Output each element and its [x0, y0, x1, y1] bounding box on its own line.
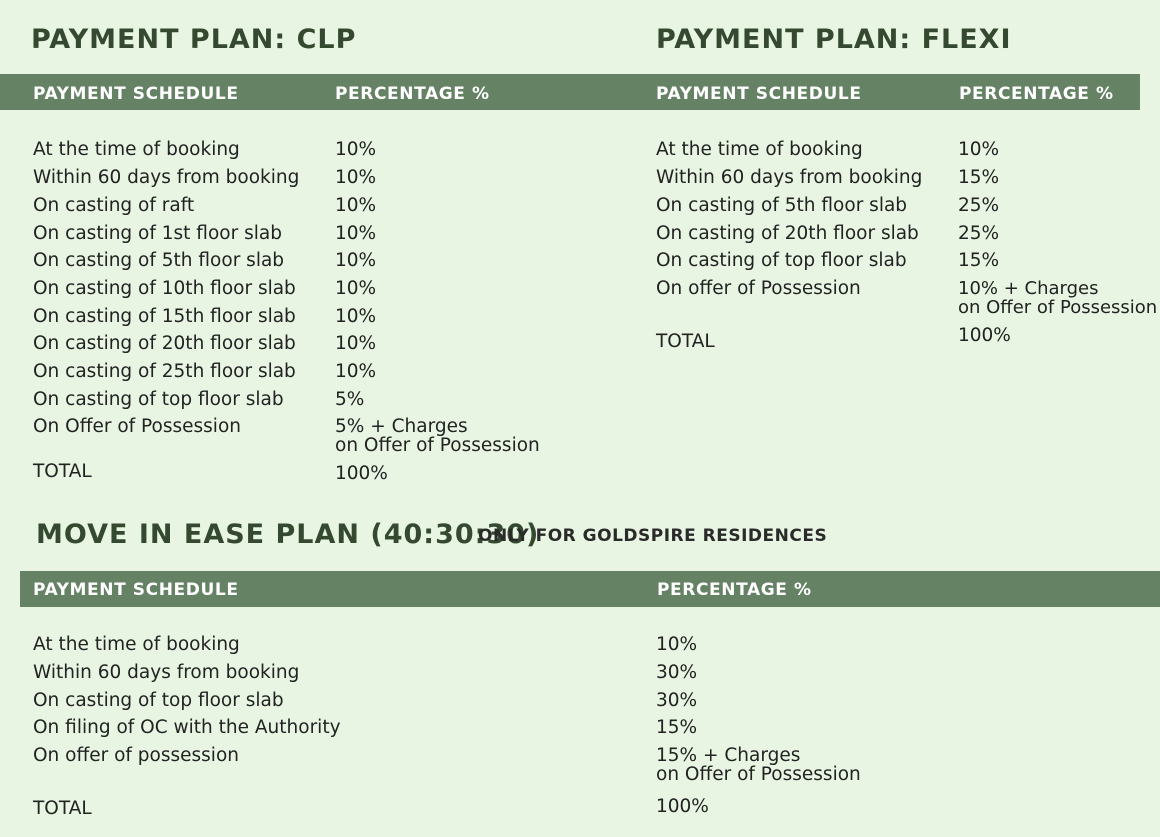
clp-title: PAYMENT PLAN: CLP: [31, 24, 357, 55]
flexi-title: PAYMENT PLAN: FLEXI: [656, 24, 1012, 55]
clp-row-label: On casting of 20th floor slab: [33, 333, 296, 354]
flexi-row-label: On casting of top floor slab: [656, 250, 907, 271]
clp-row-value: 5% + Charges on Offer of Possession: [335, 416, 540, 456]
clp-row-label: On casting of 5th floor slab: [33, 250, 285, 271]
clp-row-value: 10%: [335, 167, 377, 188]
ease-row-value: 10%: [656, 634, 698, 655]
ease-row-value: 30%: [656, 662, 698, 683]
ease-row-value: 15%: [656, 717, 698, 738]
clp-row-value: 10%: [335, 195, 377, 216]
ease-row-label: On offer of possession: [33, 745, 239, 766]
ease-row-value: 15% + Charges on Offer of Possession: [656, 745, 861, 785]
ease-row-label: Within 60 days from booking: [33, 662, 300, 683]
clp-total-label: TOTAL: [33, 461, 92, 482]
clp-row-label: On casting of 1st floor slab: [33, 223, 282, 244]
flexi-row-value: 10% + Charges on Offer of Possession: [958, 278, 1158, 318]
clp-total-value: 100%: [335, 463, 388, 484]
flexi-row-label: At the time of booking: [656, 139, 863, 160]
ease-note: ONLY FOR GOLDSPIRE RESIDENCES: [478, 526, 828, 546]
clp-header-schedule: PAYMENT SCHEDULE: [33, 84, 239, 104]
flexi-row-value: 25%: [958, 223, 1000, 244]
clp-row-label: On casting of top floor slab: [33, 389, 284, 410]
flexi-total-value: 100%: [958, 325, 1011, 346]
clp-row-value: 5%: [335, 389, 365, 410]
flexi-row-label: Within 60 days from booking: [656, 167, 923, 188]
flexi-row-value: 10%: [958, 139, 1000, 160]
ease-row-value: 30%: [656, 690, 698, 711]
flexi-row-value: 25%: [958, 195, 1000, 216]
clp-row-value: 10%: [335, 306, 377, 327]
flexi-header-schedule: PAYMENT SCHEDULE: [656, 84, 862, 104]
flexi-total-label: TOTAL: [656, 331, 715, 352]
clp-row-label: On casting of raft: [33, 195, 195, 216]
clp-row-value: 10%: [335, 278, 377, 299]
ease-row-label: At the time of booking: [33, 634, 240, 655]
flexi-row-value: 15%: [958, 250, 1000, 271]
clp-row-label: On Offer of Possession: [33, 416, 241, 437]
clp-row-label: At the time of booking: [33, 139, 240, 160]
clp-row-label: On casting of 15th floor slab: [33, 306, 296, 327]
flexi-header-percentage: PERCENTAGE %: [959, 84, 1114, 104]
clp-row-label: On casting of 10th floor slab: [33, 278, 296, 299]
flexi-row-value: 15%: [958, 167, 1000, 188]
clp-row-value: 10%: [335, 333, 377, 354]
ease-row-label: On filing of OC with the Authority: [33, 717, 341, 738]
flexi-row-label: On offer of Possession: [656, 278, 861, 299]
clp-row-value: 10%: [335, 361, 377, 382]
ease-header-percentage: PERCENTAGE %: [657, 580, 812, 600]
ease-total-value: 100%: [656, 796, 709, 817]
clp-row-value: 10%: [335, 250, 377, 271]
flexi-row-label: On casting of 20th floor slab: [656, 223, 919, 244]
clp-row-value: 10%: [335, 139, 377, 160]
flexi-row-label: On casting of 5th floor slab: [656, 195, 908, 216]
clp-row-value: 10%: [335, 223, 377, 244]
ease-total-label: TOTAL: [33, 798, 92, 819]
ease-row-label: On casting of top floor slab: [33, 690, 284, 711]
clp-row-label: Within 60 days from booking: [33, 167, 300, 188]
ease-header-schedule: PAYMENT SCHEDULE: [33, 580, 239, 600]
clp-row-label: On casting of 25th floor slab: [33, 361, 296, 382]
ease-title: MOVE IN EASE PLAN (40:30:30): [36, 519, 540, 550]
clp-header-percentage: PERCENTAGE %: [335, 84, 490, 104]
